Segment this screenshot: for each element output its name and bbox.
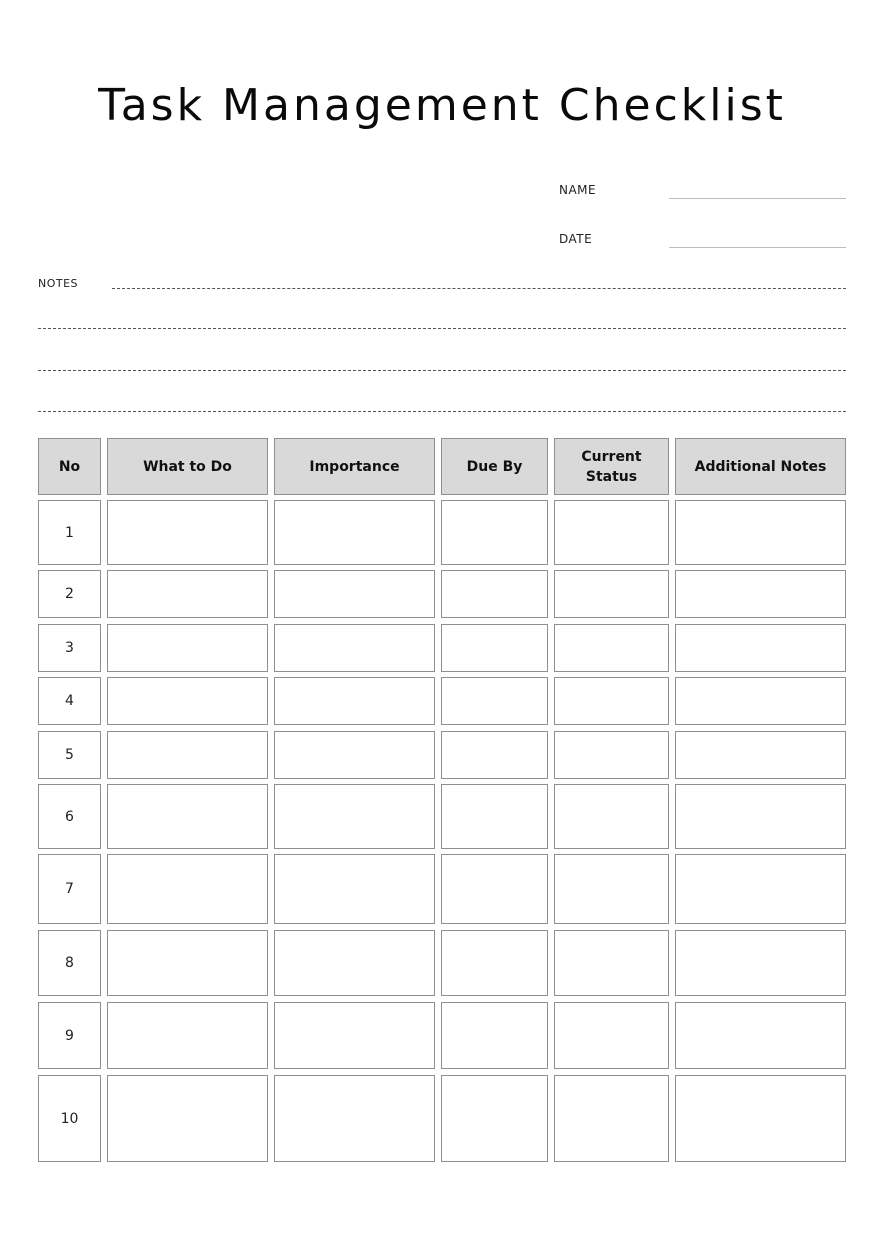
name-label: NAME — [559, 183, 597, 197]
cell-due-by[interactable] — [441, 784, 548, 849]
row-number: 3 — [38, 624, 101, 672]
column-header-label: Due By — [466, 458, 523, 475]
cell-current-status[interactable] — [554, 570, 669, 618]
notes-line-4[interactable] — [38, 411, 846, 412]
cell-what-to-do[interactable] — [107, 731, 268, 779]
cell-importance[interactable] — [274, 677, 435, 725]
column-header-label: No — [58, 458, 81, 475]
notes-label: NOTES — [38, 277, 79, 290]
cell-current-status[interactable] — [554, 500, 669, 565]
cell-importance[interactable] — [274, 854, 435, 924]
cell-current-status[interactable] — [554, 784, 669, 849]
cell-due-by[interactable] — [441, 731, 548, 779]
cell-additional-notes[interactable] — [675, 677, 846, 725]
cell-due-by[interactable] — [441, 854, 548, 924]
cell-due-by[interactable] — [441, 500, 548, 565]
cell-due-by[interactable] — [441, 624, 548, 672]
column-header-current-status — [554, 438, 669, 495]
cell-what-to-do[interactable] — [107, 1075, 268, 1162]
cell-additional-notes[interactable] — [675, 570, 846, 618]
cell-current-status[interactable] — [554, 624, 669, 672]
cell-importance[interactable] — [274, 784, 435, 849]
cell-importance[interactable] — [274, 624, 435, 672]
cell-what-to-do[interactable] — [107, 854, 268, 924]
cell-due-by[interactable] — [441, 930, 548, 996]
notes-line-2[interactable] — [38, 328, 846, 329]
row-number: 4 — [38, 677, 101, 725]
cell-current-status[interactable] — [554, 731, 669, 779]
row-number: 6 — [38, 784, 101, 849]
cell-importance[interactable] — [274, 731, 435, 779]
column-header-no — [38, 438, 101, 495]
name-field[interactable] — [669, 198, 846, 199]
column-header-additional-notes — [675, 438, 846, 495]
cell-due-by[interactable] — [441, 1002, 548, 1069]
column-header-label: Importance — [309, 458, 400, 475]
cell-additional-notes[interactable] — [675, 854, 846, 924]
cell-importance[interactable] — [274, 570, 435, 618]
cell-what-to-do[interactable] — [107, 624, 268, 672]
row-number: 2 — [38, 570, 101, 618]
cell-current-status[interactable] — [554, 1002, 669, 1069]
row-number: 7 — [38, 854, 101, 924]
cell-what-to-do[interactable] — [107, 570, 268, 618]
cell-current-status[interactable] — [554, 1075, 669, 1162]
cell-additional-notes[interactable] — [675, 1002, 846, 1069]
row-number: 1 — [38, 500, 101, 565]
cell-importance[interactable] — [274, 930, 435, 996]
cell-additional-notes[interactable] — [675, 500, 846, 565]
cell-current-status[interactable] — [554, 930, 669, 996]
column-header-due-by — [441, 438, 548, 495]
row-number: 10 — [38, 1075, 101, 1162]
cell-what-to-do[interactable] — [107, 930, 268, 996]
notes-line-3[interactable] — [38, 370, 846, 371]
date-field[interactable] — [669, 247, 846, 248]
column-header-what-to-do — [107, 438, 268, 495]
row-number: 5 — [38, 731, 101, 779]
row-number: 8 — [38, 930, 101, 996]
column-header-label: Current Status — [581, 448, 642, 485]
column-header-label: What to Do — [143, 458, 232, 475]
row-number: 9 — [38, 1002, 101, 1069]
cell-current-status[interactable] — [554, 854, 669, 924]
cell-importance[interactable] — [274, 1075, 435, 1162]
cell-what-to-do[interactable] — [107, 784, 268, 849]
column-header-label: Additional Notes — [694, 458, 827, 475]
date-label: DATE — [559, 232, 593, 246]
notes-line-1[interactable] — [112, 288, 846, 289]
cell-importance[interactable] — [274, 500, 435, 565]
cell-additional-notes[interactable] — [675, 731, 846, 779]
cell-what-to-do[interactable] — [107, 677, 268, 725]
page-title: Task Management Checklist — [98, 80, 786, 131]
cell-additional-notes[interactable] — [675, 624, 846, 672]
column-header-importance — [274, 438, 435, 495]
cell-what-to-do[interactable] — [107, 1002, 268, 1069]
cell-due-by[interactable] — [441, 570, 548, 618]
cell-additional-notes[interactable] — [675, 1075, 846, 1162]
cell-due-by[interactable] — [441, 1075, 548, 1162]
cell-current-status[interactable] — [554, 677, 669, 725]
cell-additional-notes[interactable] — [675, 930, 846, 996]
cell-what-to-do[interactable] — [107, 500, 268, 565]
cell-additional-notes[interactable] — [675, 784, 846, 849]
cell-due-by[interactable] — [441, 677, 548, 725]
cell-importance[interactable] — [274, 1002, 435, 1069]
